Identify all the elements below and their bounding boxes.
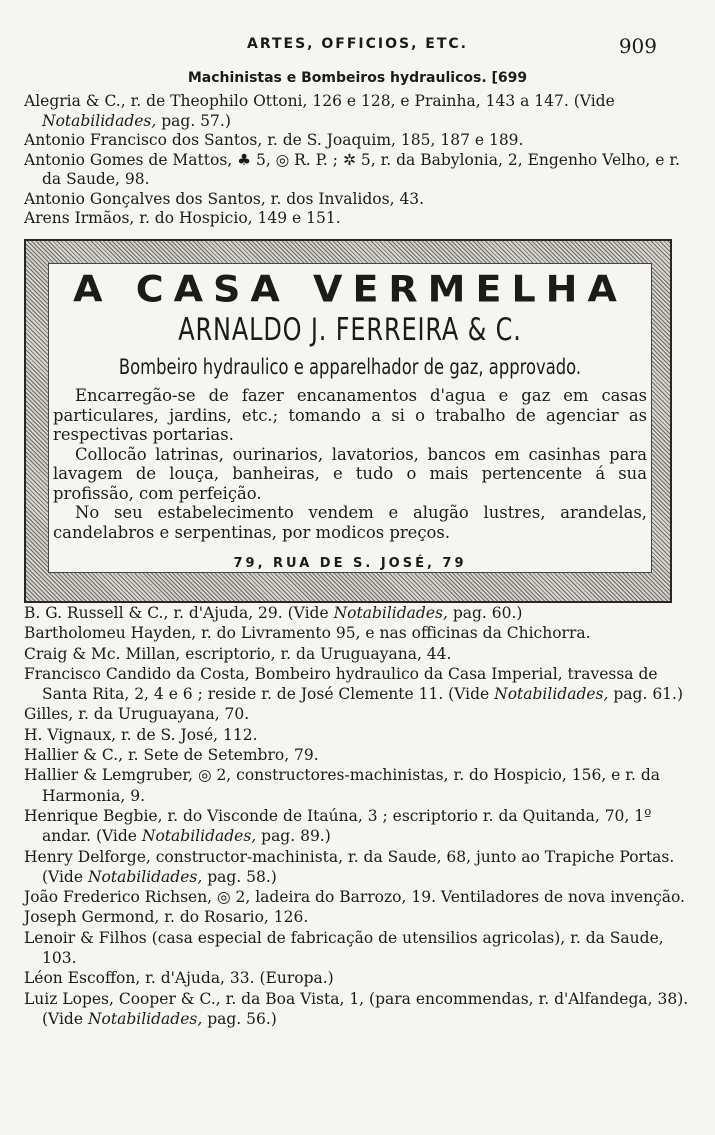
advertisement-box	[24, 239, 672, 603]
advertisement-content	[48, 263, 652, 573]
list-item: Léon Escoffon, r. d'Ajuda, 33. (Europa.)	[24, 969, 334, 988]
list-item: Alegria & C., r. de Theophilo Ottoni, 126 e 128, e Prainha, 143 a 147. (Vide Notabilidades, pag. 57.)	[24, 92, 615, 130]
list-item: João Frederico Richsen, ◎ 2, ladeira do Barrozo, 19. Ventiladores de nova invenção.	[24, 888, 685, 907]
list-item: Henrique Begbie, r. do Visconde de Itaúna, 3 ; escriptorio r. da Quitanda, 70, 1º andar. (Vide Notabilidades, pag. 89.)	[24, 806, 652, 846]
list-item: H. Vignaux, r. de S. José, 112.	[24, 725, 258, 744]
list-item: Gilles, r. da Uruguayana, 70.	[24, 705, 250, 724]
advert-address: 79, RUA DE S. JOSÉ, 79	[233, 556, 467, 571]
advert-title: A CASA VERMELHA	[73, 268, 627, 310]
list-item: Luiz Lopes, Cooper & C., r. da Boa Vista, 1, (para encommendas, r. d'Alfandega, 38). (Vide Notabilidades, pag. 56.)	[24, 989, 689, 1028]
page-number: 909	[618, 34, 657, 58]
advert-tagline: Bombeiro hydraulico e apparelhador de gaz, approvado.	[118, 355, 582, 379]
entries-top	[24, 92, 697, 229]
list-item: Antonio Gonçalves dos Santos, r. dos Invalidos, 43.	[24, 189, 425, 208]
list-item: Arens Irmãos, r. do Hospicio, 149 e 151.	[24, 209, 341, 227]
advert-body	[53, 386, 647, 542]
list-item: Francisco Candido da Costa, Bombeiro hydraulico da Casa Imperial, travessa de Santa Rita, 2, 4 e 6 ; reside r. de José Clemente 11. (Vide Notabilidades, pag. 61.)	[24, 664, 684, 704]
advert-paragraph: Collocão latrinas, ourinarios, lavatorios, bancos em casinhas para lavagem de louça, banheiras, e tudo o mais pertencente á sua profissão, com perfeição.	[53, 444, 647, 503]
list-item: Antonio Francisco dos Santos, r. de S. Joaquim, 185, 187 e 189.	[24, 131, 524, 149]
list-item: Hallier & Lemgruber, ◎ 2, constructores-machinistas, r. do Hospicio, 156, e r. da Harmonia, 9.	[24, 766, 660, 805]
running-head: ARTES, OFFICIOS, ETC.	[247, 36, 468, 52]
list-item: Joseph Germond, r. do Rosario, 126.	[24, 908, 309, 927]
list-item: Craig & Mc. Millan, escriptorio, r. da Uruguayana, 44.	[24, 644, 452, 663]
list-item: Bartholomeu Hayden, r. do Livramento 95, e nas officinas da Chichorra.	[24, 624, 591, 643]
advert-paragraph: No seu estabelecimento vendem e alugão lustres, arandelas, candelabros e serpentinas, por modicos preços.	[53, 503, 647, 542]
section-title: Machinistas e Bombeiros hydraulicos. [699	[187, 70, 528, 86]
advert-paragraph: Encarregão-se de fazer encanamentos d'agua e gaz em casas particulares, jardins, etc.; tomando a si o trabalho de agenciar as respectivas portarias.	[53, 386, 647, 444]
entries-bottom	[24, 603, 697, 1029]
list-item: Lenoir & Filhos (casa especial de fabricação de utensilios agricolas), r. da Saude, 103.	[24, 928, 664, 968]
list-item: Hallier & C., r. Sete de Setembro, 79.	[24, 746, 319, 765]
list-item: Antonio Gomes de Mattos, ♣ 5, ◎ R. P. ; ✲ 5, r. da Babylonia, 2, Engenho Velho, e r. da Saude, 98.	[24, 150, 680, 188]
advert-firm-name: ARNALDO J. FERREIRA & C.	[178, 312, 522, 348]
list-item: Henry Delforge, constructor-machinista, r. da Saude, 68, junto ao Trapiche Portas. (Vide Notabilidades, pag. 58.)	[24, 847, 675, 886]
list-item: B. G. Russell & C., r. d'Ajuda, 29. (Vide Notabilidades, pag. 60.)	[24, 604, 523, 622]
